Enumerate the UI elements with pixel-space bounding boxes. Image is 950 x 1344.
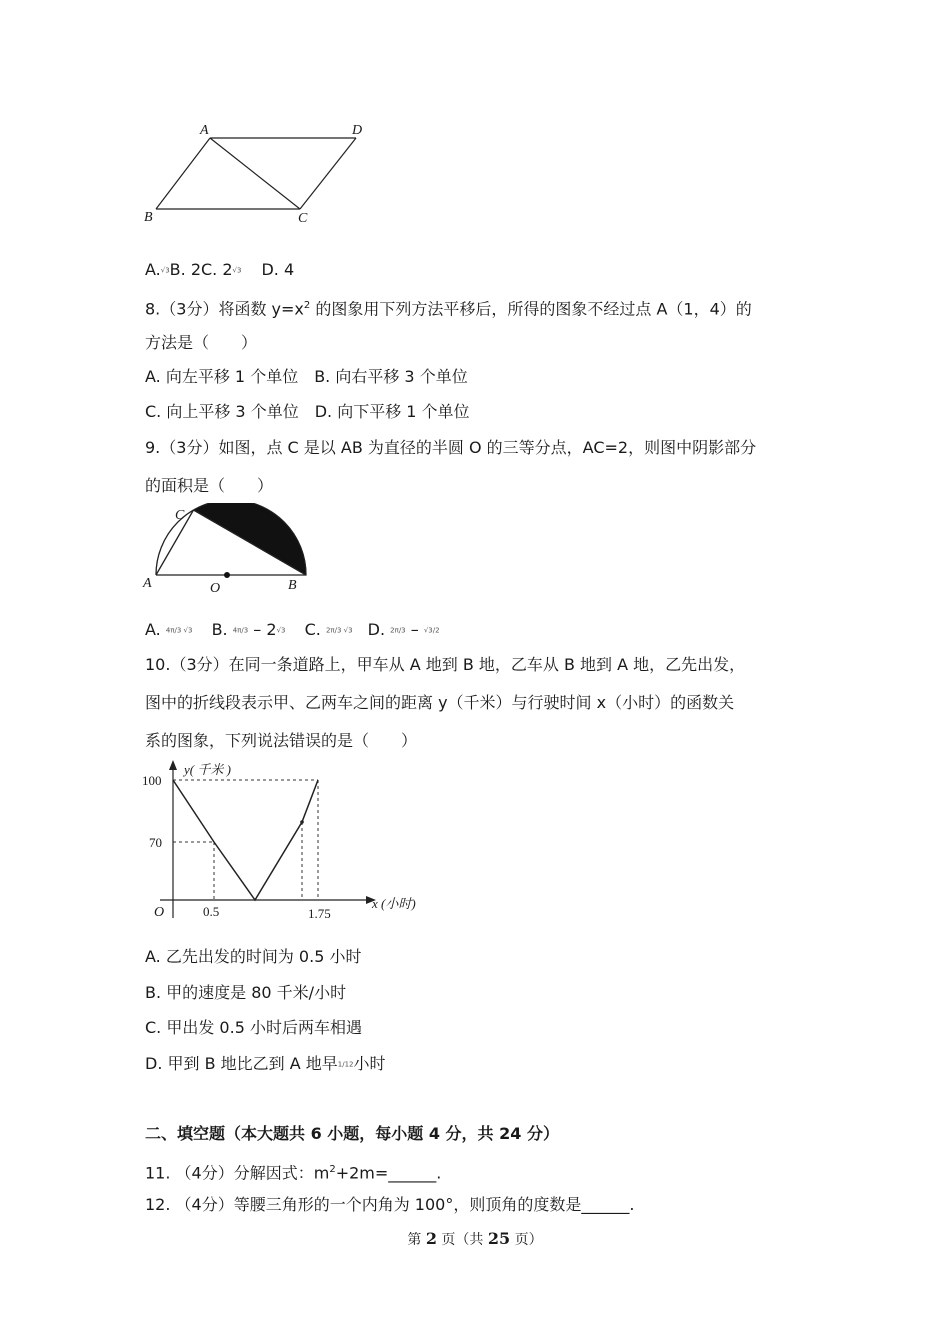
- q10-stem-line1: 10.（3分）在同一条道路上，甲车从 A 地到 B 地，乙车从 B 地到 A 地，乙先出发，: [145, 655, 746, 674]
- q7-options: [145, 259, 294, 282]
- page-number: 2: [425, 1229, 437, 1248]
- q8-stem-pre: 8.（3分）将函数 y=x: [145, 299, 304, 319]
- q10-option-b: B. 甲的速度是 80 千米/小时: [145, 983, 347, 1002]
- q12: 12. （4分）等腰三角形的一个内角为 100°，则顶角的度数是______.: [145, 1195, 635, 1214]
- footer-post: 页）: [510, 1232, 543, 1248]
- q8-stem-line2: 方法是（ ）: [145, 333, 258, 352]
- parallelogram-figure: [138, 118, 378, 228]
- q11-exponent: 2: [329, 1164, 336, 1175]
- q10-stem-line2: 图中的折线段表示甲、乙两车之间的距离 y（千米）与行驶时间 x（小时）的函数关: [145, 693, 735, 712]
- q9-option-b-value: 4π/3: [232, 626, 249, 635]
- q10-option-d-pre: D. 甲到 B 地比乙到 A 地早: [145, 1054, 338, 1073]
- q7-option-b-c: B. 2C. 2: [169, 260, 233, 279]
- point-o-label: O: [210, 581, 221, 595]
- origin-label: O: [154, 905, 165, 920]
- q8-stem-line1: [145, 295, 752, 320]
- q9-option-a: A.: [145, 620, 161, 639]
- q9-option-c: C.: [304, 620, 321, 639]
- point-a-label: A: [143, 576, 152, 591]
- y-axis-label: y( 千米 ): [184, 762, 231, 777]
- vertex-a-label: A: [200, 123, 209, 138]
- q8-options-cd: C. 向上平移 3 个单位 D. 向下平移 1 个单位: [145, 402, 470, 421]
- q10-stem-line3: 系的图象，下列说法错误的是（ ）: [145, 731, 418, 750]
- point-c-label: C: [175, 508, 185, 523]
- q9-stem-line1: 9.（3分）如图，点 C 是以 AB 为直径的半圆 O 的三等分点，AC=2，则图中阴影部分: [145, 438, 757, 457]
- q10-option-d-post: 小时: [353, 1054, 386, 1073]
- y-tick-100: 100: [142, 773, 162, 788]
- vertex-b-label: B: [144, 210, 153, 225]
- q9-option-d-tail: –: [410, 620, 419, 639]
- vertex-c-label: C: [298, 211, 308, 226]
- q9-option-b: B.: [211, 620, 228, 639]
- q7-option-a: A.: [145, 260, 161, 279]
- q10-option-c: C. 甲出发 0.5 小时后两车相遇: [145, 1018, 362, 1037]
- y-tick-70: 70: [149, 835, 162, 850]
- q9-stem-line2: 的面积是（ ）: [145, 476, 274, 495]
- q7-option-d: D. 4: [261, 260, 295, 279]
- section-heading: 二、填空题（本大题共 6 小题，每小题 4 分，共 24 分）: [145, 1124, 559, 1143]
- x-tick-1-75: 1.75: [308, 906, 331, 921]
- q9-option-d: D.: [367, 620, 386, 639]
- q9-option-b-tail: – 2: [253, 620, 277, 639]
- x-axis-label: x (小时): [372, 896, 416, 911]
- footer-mid: 页（共: [436, 1232, 488, 1248]
- x-tick-0-5: 0.5: [203, 904, 220, 919]
- q9-option-a-value: 4π/3 √3: [165, 626, 193, 635]
- q9-option-c-value: 2π/3 √3: [325, 626, 353, 635]
- q10-option-a: A. 乙先出发的时间为 0.5 小时: [145, 947, 362, 966]
- q9-option-b-root: √3: [276, 626, 286, 635]
- q9-option-d-root: √3/2: [423, 626, 440, 635]
- q8-stem-post: 的图象用下列方法平移后，所得的图象不经过点 A（1，4）的: [310, 299, 752, 319]
- vertex-d-label: D: [352, 123, 363, 138]
- q9-option-d-value: 2π/3: [390, 626, 406, 635]
- q7-option-a-value: √3: [160, 266, 170, 275]
- semicircle-figure: [140, 503, 310, 595]
- point-b-label: B: [288, 578, 297, 593]
- q11-pre: 11. （4分）分解因式：m: [145, 1163, 330, 1183]
- q10-option-d-fraction: 1/12: [337, 1060, 354, 1069]
- q11-post: +2m=______.: [335, 1163, 442, 1183]
- q8-exponent: 2: [303, 300, 311, 311]
- q11: [145, 1159, 441, 1184]
- q10-option-d: [145, 1053, 386, 1076]
- page-total: 25: [487, 1229, 511, 1248]
- q9-options: [145, 619, 440, 642]
- q7-option-c-value: √3: [232, 266, 242, 275]
- distance-time-graph: [140, 758, 440, 928]
- footer-pre: 第: [407, 1232, 426, 1248]
- q8-options-ab: A. 向左平移 1 个单位 B. 向右平移 3 个单位: [145, 367, 468, 386]
- page-footer: [0, 1229, 950, 1249]
